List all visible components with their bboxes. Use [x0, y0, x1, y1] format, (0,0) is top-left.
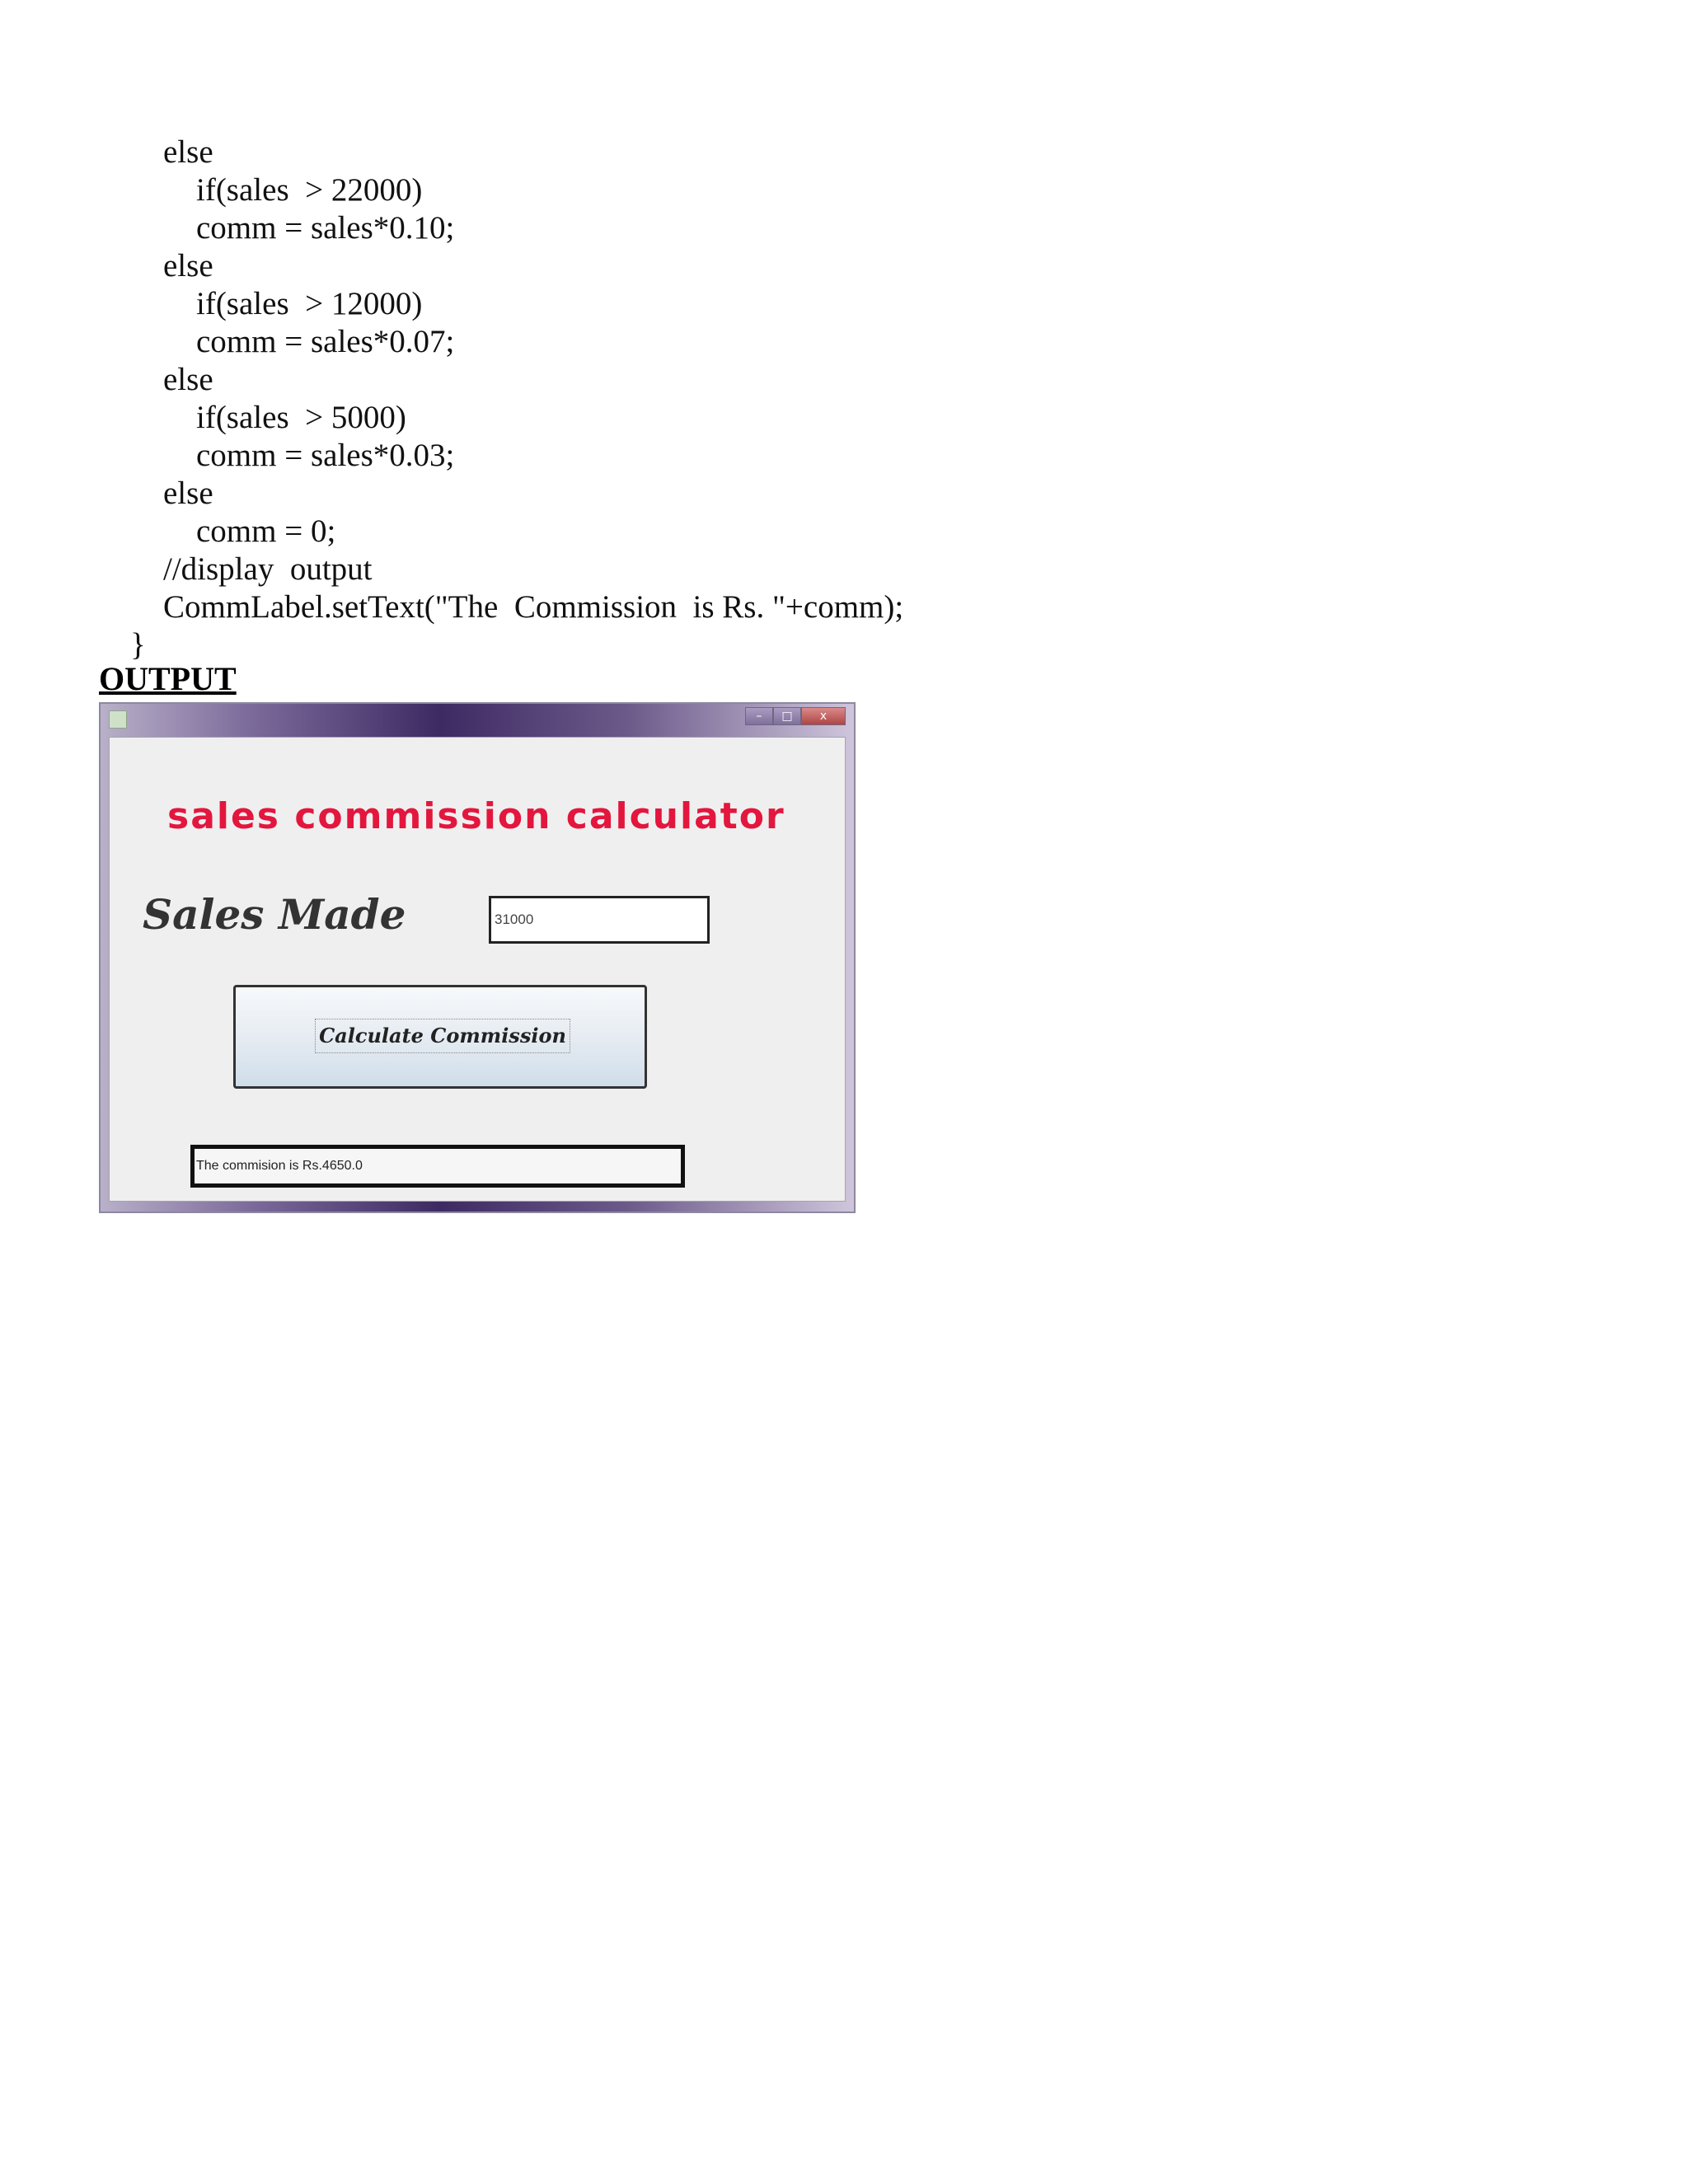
sales-input[interactable]: 31000 — [489, 896, 710, 944]
code-line: if(sales > 12000) — [196, 286, 423, 321]
code-line: } — [130, 627, 146, 663]
app-window-screenshot — [99, 702, 856, 1213]
calculate-commission-label: Calculate Commission — [315, 1019, 570, 1053]
minimize-button[interactable]: – — [745, 707, 773, 725]
code-line: else — [163, 476, 213, 511]
code-line: else — [163, 248, 213, 284]
code-line: comm = 0; — [196, 513, 336, 549]
calculate-commission-button[interactable] — [233, 985, 647, 1089]
commission-result-label: The commision is Rs.4650.0 — [190, 1145, 685, 1188]
close-button[interactable]: x — [801, 707, 846, 725]
code-line: //display output — [163, 551, 373, 587]
maximize-button[interactable]: □ — [773, 707, 801, 725]
code-line: else — [163, 362, 213, 397]
code-line: comm = sales*0.07; — [196, 324, 455, 359]
code-line: else — [163, 134, 213, 170]
code-line: if(sales > 22000) — [196, 172, 423, 208]
code-line: if(sales > 5000) — [196, 400, 406, 435]
window-controls — [745, 707, 846, 725]
java-app-icon — [109, 710, 127, 729]
code-line: comm = sales*0.10; — [196, 210, 455, 246]
app-title: sales commission calculator — [167, 795, 785, 837]
sales-made-label: Sales Made — [143, 890, 406, 939]
window-client-area — [109, 737, 846, 1202]
code-line: CommLabel.setText("The Commission is Rs. "+comm); — [163, 589, 904, 625]
output-heading: OUTPUT — [99, 660, 237, 697]
code-line: comm = sales*0.03; — [196, 438, 455, 473]
